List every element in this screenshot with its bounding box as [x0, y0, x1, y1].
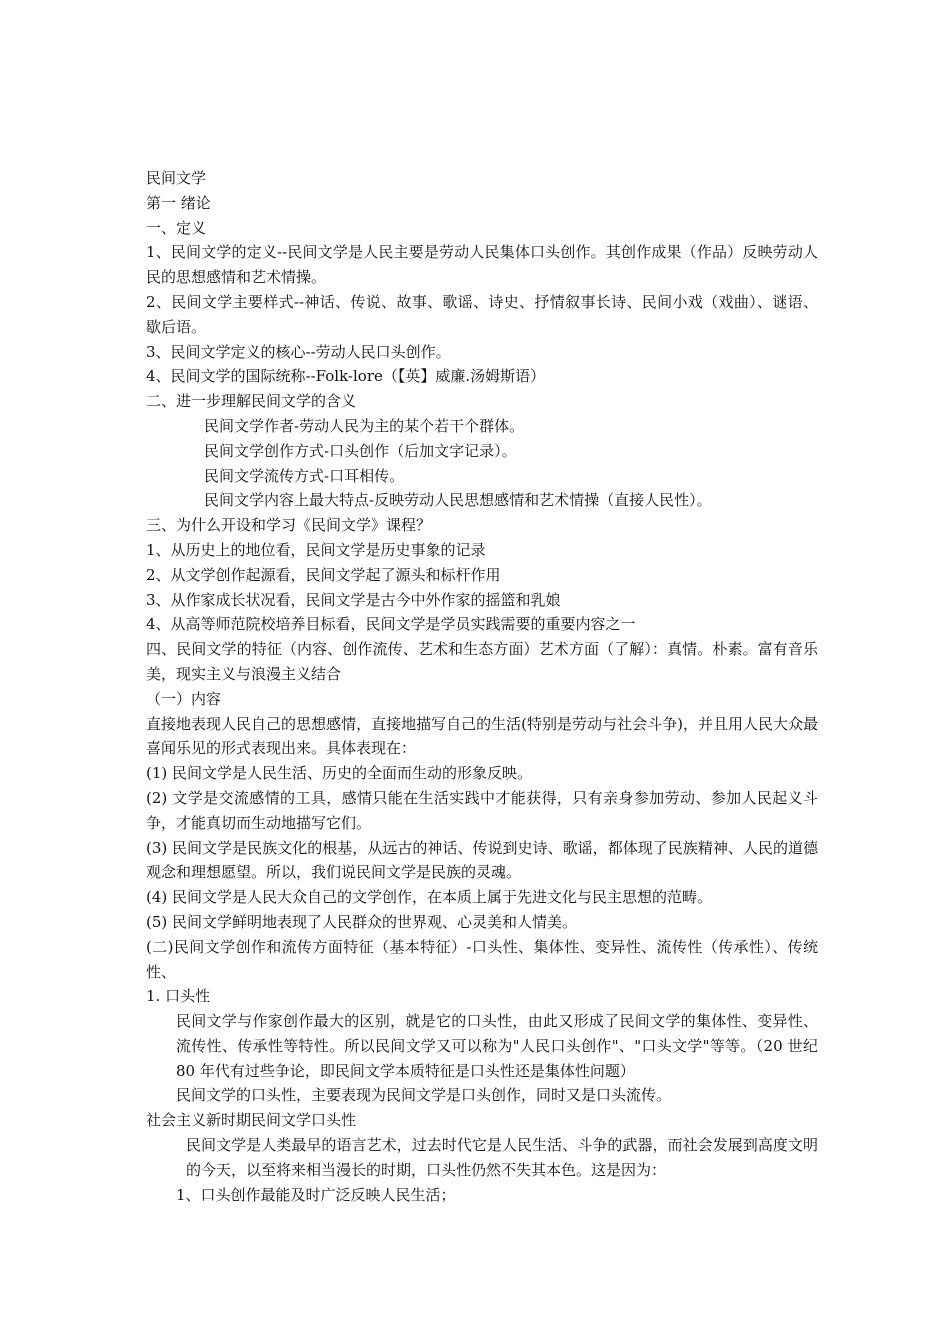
list-item: (1) 民间文学是人民生活、历史的全面而生动的形象反映。 [146, 764, 533, 783]
list-item: (2) 文学是交流感情的工具，感情只能在生活实践中才能获得，只有亲身参加劳动、参加人民起义斗争，才能真切而生动地描写它们。 [146, 788, 818, 832]
indented-paragraph: 民间文学作者-劳动人民为主的某个若干个群体。 [204, 416, 525, 435]
indented-paragraph: 民间文学流传方式-口耳相传。 [204, 466, 405, 485]
document-title: 民间文学 [146, 169, 207, 187]
document-page [146, 166, 818, 1207]
subsection-heading: 1. 口头性 [146, 987, 211, 1006]
paragraph: 4、从高等师范院校培养目标看，民间文学是学员实践需要的重要内容之一 [146, 615, 636, 634]
chapter-heading: 第一 绪论 [146, 193, 211, 212]
list-item: (5) 民间文学鲜明地表现了人民群众的世界观、心灵美和人情美。 [146, 912, 578, 931]
section-heading: 二、进一步理解民间文学的含义 [146, 392, 357, 411]
list-item: (3) 民间文学是民族文化的根基，从远古的神话、传说到史诗、歌谣，都体现了民族精神、人民的道德观念和理想愿望。所以，我们说民间文学是民族的灵魂。 [146, 838, 818, 882]
indented-paragraph: 民间文学内容上最大特点-反映劳动人民思想感情和艺术情操（直接人民性）。 [204, 491, 712, 510]
list-item: (4) 民间文学是人民大众自己的文学创作，在本质上属于先进文化与民主思想的范畴。 [146, 888, 713, 907]
subsection-heading: （一）内容 [146, 689, 222, 708]
section-heading: 三、为什么开设和学习《民间文学》课程？ [146, 516, 432, 535]
section-heading: 一、定义 [146, 218, 207, 237]
paragraph: 3、从作家成长状况看，民间文学是古今中外作家的摇篮和乳娘 [146, 590, 561, 609]
indented-paragraph: 民间文学是人类最早的语言艺术，过去时代它是人民生活、斗争的武器，而社会发展到高度文明的今天，以至将来相当漫长的时期，口头性仍然不失其本色。这是因为： [186, 1136, 818, 1179]
paragraph: 直接地表现人民自己的思想感情，直接地描写自己的生活(特别是劳动与社会斗争)，并且用人民大众最喜闻乐见的形式表现出来。具体表现在： [146, 714, 818, 758]
paragraph: 1、民间文学的定义--民间文学是人民主要是劳动人民集体口头创作。其创作成果（作品）反映劳动人民的思想感情和艺术情操。 [146, 243, 818, 287]
indented-paragraph: 民间文学与作家创作最大的区别，就是它的口头性，由此又形成了民间文学的集体性、变异性、流传性、传承性等特性。所以民间文学又可以称为"人民口头创作"、"口头文学"等等。（20 世纪 80 年代有过些争论，即民间文学本质特征是口头性还是集体性问题） [176, 1012, 818, 1080]
list-item: 1、口头创作最能及时广泛反映人民生活； [176, 1185, 456, 1204]
paragraph: 3、民间文学定义的核心--劳动人民口头创作。 [146, 342, 451, 361]
section-heading: 四、民间文学的特征（内容、创作流传、艺术和生态方面）艺术方面（了解）：真情。朴素。富有音乐美，现实主义与浪漫主义结合 [146, 640, 818, 683]
paragraph: 2、民间文学主要样式--神话、传说、故事、歌谣、诗史、抒情叙事长诗、民间小戏（戏曲）、谜语、歇后语。 [146, 292, 818, 336]
indented-paragraph: 民间文学创作方式-口头创作（后加文字记录）。 [204, 441, 517, 460]
paragraph: 4、民间文学的国际统称--Folk-lore（【英】威廉.汤姆斯语） [146, 367, 546, 386]
paragraph: 1、从历史上的地位看，民间文学是历史事象的记录 [146, 540, 486, 559]
indented-paragraph: 民间文学的口头性，主要表现为民间文学是口头创作，同时又是口头流传。 [176, 1086, 672, 1105]
subsection-heading: 社会主义新时期民间文学口头性 [146, 1111, 357, 1130]
subsection-heading: (二)民间文学创作和流传方面特征（基本特征）-口头性、集体性、变异性、流传性（传承性）、传统性、 [146, 937, 818, 981]
paragraph: 2、从文学创作起源看，民间文学起了源头和标杆作用 [146, 565, 501, 584]
